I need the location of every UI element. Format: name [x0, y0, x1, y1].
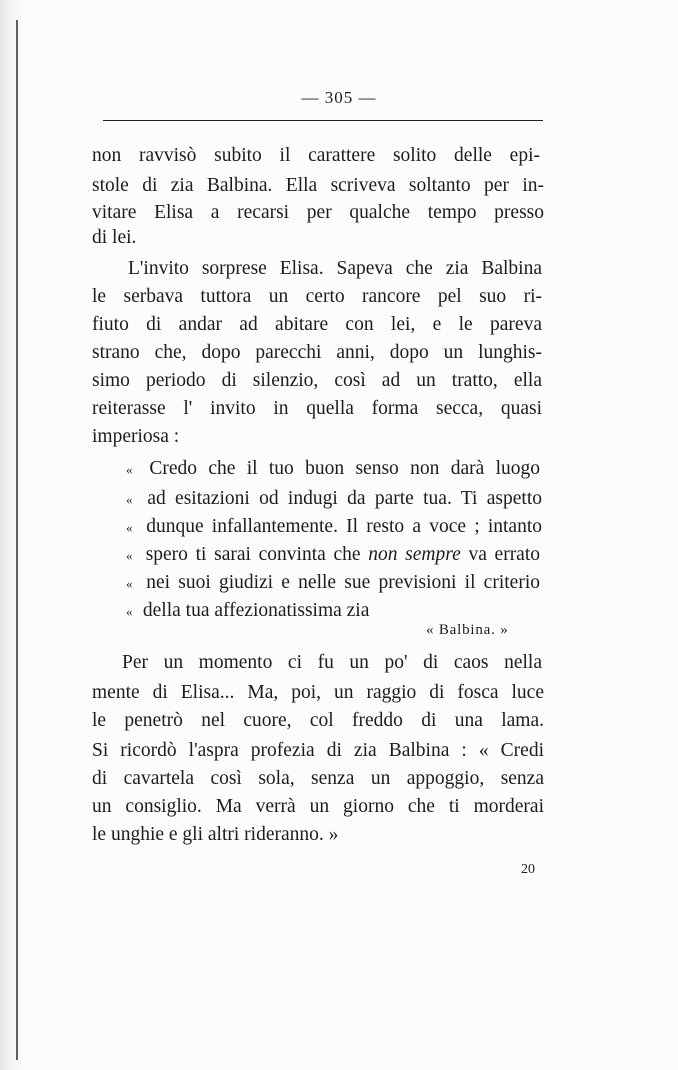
text-line: Per un momento ci fu un po' di caos nella	[122, 652, 542, 673]
paragraph-3-line	[122, 652, 542, 674]
text-line: stole di zia Balbina. Ella scriveva soltanto per in-	[92, 175, 544, 196]
paragraph-1-line	[92, 227, 136, 249]
letter-line	[126, 516, 542, 539]
text-line: un consiglio. Ma verrà un giorno che ti morderai	[92, 796, 544, 817]
text-line: fiuto di andar ad abitare con lei, e le pareva	[92, 314, 542, 335]
paragraph-2-line	[92, 370, 542, 392]
text-line: nei suoi giudizi e nelle sue previsioni il criterio	[146, 572, 540, 593]
quote-mark: «	[126, 604, 133, 619]
paragraph-2-line	[128, 258, 542, 280]
paragraph-3-line	[92, 682, 544, 704]
text-line: le serbava tuttora un certo rancore pel suo ri-	[92, 286, 542, 307]
text-line: imperiosa :	[92, 426, 180, 447]
quote-mark: «	[126, 576, 133, 591]
binding-line	[16, 20, 18, 1060]
text-line: spero ti sarai convinta che	[145, 544, 361, 565]
italic-text: non sempre	[368, 544, 461, 565]
paragraph-2-line	[92, 426, 179, 448]
text-line: reiterasse l' invito in quella forma secca, quasi	[92, 398, 542, 419]
paragraph-3-line	[92, 796, 544, 818]
text-line: strano che, dopo parecchi anni, dopo un lunghis-	[92, 342, 542, 363]
text-line: non ravvisò subito il carattere solito delle epi-	[92, 145, 540, 166]
text-line: L'invito sorprese Elisa. Sapeva che zia Balbina	[128, 258, 542, 279]
letter-line	[126, 544, 540, 567]
letter-line	[126, 458, 540, 481]
quote-mark: «	[126, 462, 133, 477]
text-line: vitare Elisa a recarsi per qualche tempo presso	[92, 202, 544, 223]
text-line: le unghie e gli altri rideranno. »	[92, 824, 339, 845]
paragraph-1-line	[92, 202, 544, 224]
paragraph-1-line	[92, 175, 544, 197]
paragraph-2-line	[92, 342, 542, 364]
header-rule	[103, 120, 543, 121]
letter-line	[126, 600, 369, 623]
text-line: mente di Elisa... Ma, poi, un raggio di fosca luce	[92, 682, 544, 703]
signature-number: 20	[521, 862, 535, 877]
paragraph-1	[92, 145, 540, 167]
paragraph-3-line	[92, 768, 544, 790]
binding-edge	[0, 0, 26, 1070]
letter-line	[126, 488, 542, 511]
paragraph-2-line	[92, 314, 542, 336]
text-line: di lei.	[92, 227, 137, 248]
text-line: le penetrò nel cuore, col freddo di una lama.	[92, 710, 544, 731]
letter-signature: « Balbina. »	[426, 622, 509, 638]
letter-line	[126, 572, 540, 595]
text-line: va errato	[468, 544, 541, 565]
paragraph-2-line	[92, 286, 542, 308]
text-line: Credo che il tuo buon senso non darà luogo	[149, 458, 541, 479]
page-number: — 305 —	[301, 88, 377, 107]
text-line: di cavartela così sola, senza un appoggio, senza	[92, 768, 544, 789]
quote-mark: «	[126, 548, 133, 563]
text-line: Si ricordò l'aspra profezia di zia Balbina : « Credi	[92, 740, 544, 761]
paragraph-3-line	[92, 824, 338, 846]
paragraph-3-line	[92, 740, 544, 762]
text-line: dunque infallantemente. Il resto a voce ; intanto	[146, 516, 542, 537]
text-line: ad esitazioni od indugi da parte tua. Ti aspetto	[147, 488, 542, 509]
quote-mark: «	[126, 520, 133, 535]
paragraph-2-line	[92, 398, 542, 420]
quote-mark: «	[126, 492, 133, 507]
text-line: della tua affezionatissima zia	[142, 600, 370, 621]
paragraph-3-line	[92, 710, 544, 732]
text-line: simo periodo di silenzio, così ad un tratto, ella	[92, 370, 542, 391]
